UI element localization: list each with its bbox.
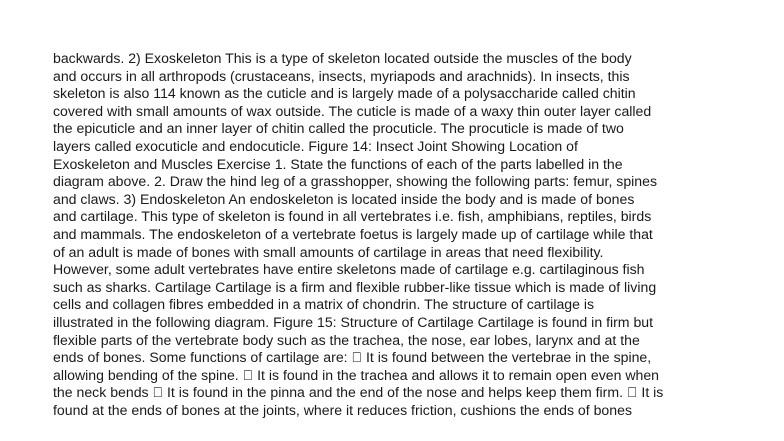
text-line: the neck bends It is found in the pinna and the end of the nose and helps keep them firm. It is [53, 384, 635, 401]
text-line: covered with small amounts of wax outside. The cuticle is made of a waxy thin outer layer called [53, 102, 652, 119]
text-line: found at the ends of bones at the joints, where it reduces friction, cushions the ends of bones [53, 401, 632, 418]
text-line: backwards. 2) Exoskeleton This is a type of skeleton located outside the muscles of the body [53, 50, 632, 66]
text-line: flexible parts of the vertebrate body such as the trachea, the nose, ear lobes, larynx and at the [53, 331, 640, 348]
text-line: of an adult is made of bones with small amounts of cartilage in areas that need flexibility. [53, 243, 604, 260]
body-text [53, 50, 773, 419]
text-line: the epicuticle and an inner layer of chitin called the procuticle. The procuticle is made of two [53, 120, 624, 137]
text-line: illustrated in the following diagram. Figure 15: Structure of Cartilage Cartilage is found in firm but [53, 313, 654, 330]
text-line: and cartilage. This type of skeleton is found in all vertebrates i.e. fish, amphibians, reptiles, birds [53, 208, 652, 225]
text-line: and occurs in all arthropods (crustaceans, insects, myriapods and arachnids). In insects, this [53, 67, 630, 84]
text-line: skeleton is also 114 known as the cuticle and is largely made of a polysaccharide called chitin [53, 85, 636, 102]
text-line: and mammals. The endoskeleton of a vertebrate foetus is largely made up of cartilage while that [53, 225, 653, 242]
text-line: and claws. 3) Endoskeleton An endoskeleton is located inside the body and is made of bones [53, 190, 635, 207]
text-line: layers called exocuticle and endocuticle. Figure 14: Insect Joint Showing Location of [53, 137, 578, 154]
text-line: such as sharks. Cartilage Cartilage is a firm and flexible rubber-like tissue which is made of living [53, 278, 657, 295]
text-line: cells and collagen fibres embedded in a matrix of chondrin. The structure of cartilage is [53, 296, 595, 313]
text-line: Exoskeleton and Muscles Exercise 1. State the functions of each of the parts labelled in the [53, 155, 623, 172]
text-line: However, some adult vertebrates have entire skeletons made of cartilage e.g. cartilaginous fish [53, 261, 645, 278]
text-line: allowing bending of the spine. It is found in the trachea and allows it to remain open even when [53, 366, 645, 383]
text-line: ends of bones. Some functions of cartilage are: It is found between the vertebrae in the spine, [53, 349, 637, 366]
text-line: diagram above. 2. Draw the hind leg of a grasshopper, showing the following parts: femur, spines [53, 173, 658, 190]
